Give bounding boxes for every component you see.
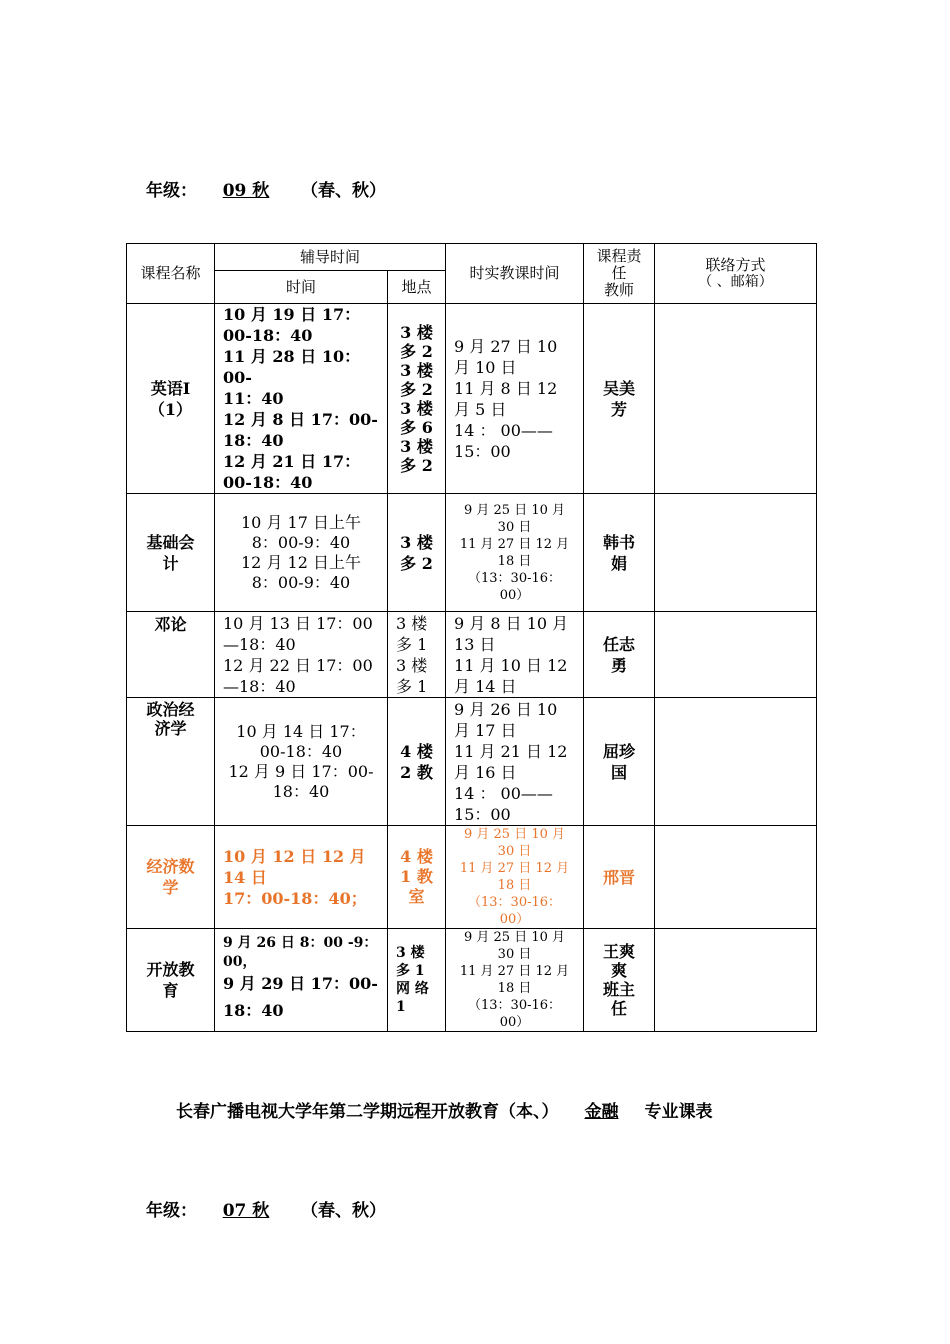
- location-line: 多 2: [400, 553, 433, 573]
- contact-cell: [655, 304, 817, 494]
- grade-note: （春、秋）: [301, 181, 386, 201]
- time-line: 18：40: [223, 1001, 284, 1020]
- actual-line: 30 日: [497, 844, 532, 859]
- location: [388, 698, 446, 826]
- actual-line: 9 月 26 日 10: [454, 699, 558, 719]
- location-line: 多 1: [396, 634, 428, 654]
- actual-line: 月 17 日: [454, 720, 517, 740]
- actual-line: 11 月 10 日 12: [454, 655, 568, 675]
- table-row: [127, 612, 817, 698]
- actual-times: [446, 612, 584, 698]
- location: [388, 304, 446, 494]
- time-line: 00-18：40: [223, 473, 313, 492]
- actual-line: 9 月 25 日 10 月: [464, 827, 566, 842]
- teacher-line: 韩书: [603, 532, 636, 552]
- title-major: 金融: [584, 1102, 619, 1122]
- header-actual-time: 时实教课时间: [446, 244, 584, 304]
- time-line: 8：00-9：40: [251, 532, 351, 552]
- schedule-title: [176, 1097, 713, 1122]
- location-line: 网 络: [396, 981, 429, 997]
- actual-line: 11 月 27 日 12 月: [459, 964, 570, 979]
- course-name-line: 政治经: [146, 700, 195, 719]
- actual-line: 30 日: [497, 947, 532, 962]
- location-line: 3 楼: [400, 436, 433, 456]
- actual-times: [446, 929, 584, 1032]
- teacher-line: 屈珍: [603, 741, 636, 761]
- course-name-line: 经济数: [146, 857, 195, 876]
- location-line: 4 楼: [400, 847, 433, 866]
- tutoring-times: [215, 612, 388, 698]
- table-row: [127, 304, 817, 494]
- teacher-line: 邢晋: [603, 867, 636, 887]
- header-tutoring-time: 辅导时间: [215, 244, 446, 271]
- time-line: 12 月 12 日上午: [241, 552, 361, 572]
- teacher-line: 任: [611, 999, 628, 1018]
- actual-line: 14 ： 00——: [454, 783, 553, 803]
- time-line: 11 月 28 日 10：00-: [223, 347, 361, 387]
- course-name-line: （1）: [148, 399, 193, 419]
- course-name: [127, 304, 215, 494]
- table-row: [127, 929, 817, 1032]
- header-teacher-line: 教师: [604, 281, 635, 299]
- location-line: 2 教: [400, 762, 433, 782]
- actual-times: [446, 494, 584, 612]
- actual-line: 18 日: [497, 553, 532, 569]
- grade-note: （春、秋）: [301, 1201, 386, 1221]
- time-line: 12 月 21 日 17：: [223, 452, 361, 471]
- actual-times: [446, 826, 584, 929]
- tutoring-times: [215, 494, 388, 612]
- course-name: [127, 612, 215, 698]
- header-contact-title: 联络方式: [705, 255, 766, 274]
- location-line: 3 楼: [400, 398, 433, 418]
- location: [388, 612, 446, 698]
- actual-line: 9 月 25 日 10 月: [464, 502, 566, 518]
- course-name-line: 学: [162, 878, 179, 897]
- location-line: 3 楼: [400, 322, 433, 342]
- actual-line: （13：30-16：: [468, 998, 562, 1013]
- contact-cell: [655, 612, 817, 698]
- actual-line: 9 月 8 日 10 月: [454, 613, 569, 633]
- grade-line-bottom: [146, 1196, 386, 1221]
- location-line: 3 楼: [400, 532, 433, 552]
- table-row: [127, 698, 817, 826]
- actual-line: 9 月 27 日 10: [454, 336, 558, 356]
- location-line: 3 楼: [400, 360, 433, 380]
- header-teacher-line: 任: [611, 264, 627, 282]
- time-line: 00-18：40: [259, 741, 343, 761]
- course-name-line: 育: [162, 981, 179, 1000]
- teacher: [584, 826, 655, 929]
- location: [388, 826, 446, 929]
- location-line: 多 2: [400, 455, 433, 475]
- time-line: —18：40: [223, 676, 296, 696]
- contact-cell: [655, 494, 817, 612]
- location-line: 4 楼: [400, 741, 433, 761]
- location: [388, 494, 446, 612]
- header-teacher: [584, 244, 655, 304]
- time-line: 10 月 13 日 17：00: [223, 613, 373, 633]
- location-line: 多 1: [396, 676, 428, 696]
- course-name: [127, 929, 215, 1032]
- tutoring-times: [215, 826, 388, 929]
- actual-line: 11 月 27 日 12 月: [459, 536, 570, 552]
- location-line: 1: [396, 999, 406, 1015]
- time-line: 18：40: [223, 431, 284, 450]
- actual-line: 15：00: [454, 441, 511, 461]
- tutoring-times: [215, 698, 388, 826]
- location-line: 3 楼: [396, 655, 428, 675]
- teacher-line: 娟: [611, 553, 628, 573]
- time-line: 10 月 12 日 12 月: [223, 846, 366, 866]
- course-name: [127, 698, 215, 826]
- actual-line: （13：30-16：: [468, 895, 562, 910]
- course-name-line: 英语Ⅰ: [150, 378, 191, 398]
- course-name: [127, 826, 215, 929]
- grade-line-top: [146, 176, 386, 201]
- contact-cell: [655, 929, 817, 1032]
- actual-line: 月 10 日: [454, 357, 517, 377]
- teacher-line: 芳: [611, 399, 628, 419]
- actual-line: 15：00: [454, 804, 511, 824]
- actual-times: [446, 304, 584, 494]
- contact-cell: [655, 698, 817, 826]
- course-name-line: 济学: [154, 719, 187, 738]
- actual-line: 14 ： 00——: [454, 420, 553, 440]
- actual-line: 18 日: [497, 981, 532, 996]
- header-course-name: 课程名称: [127, 244, 215, 304]
- header-location: 地点: [388, 271, 446, 304]
- tutoring-times: [215, 304, 388, 494]
- time-line: 14 日: [223, 867, 267, 887]
- teacher: [584, 929, 655, 1032]
- actual-line: 00）: [499, 912, 530, 927]
- time-line: 9 月 26 日 8：00 -9：: [223, 935, 378, 951]
- time-line: 11：40: [223, 389, 284, 408]
- time-line: 12 月 8 日 17：00-: [223, 410, 378, 429]
- tutoring-times: [215, 929, 388, 1032]
- title-suffix: 专业课表: [644, 1102, 713, 1122]
- grade-value: 07 秋: [222, 1201, 270, 1221]
- contact-cell: [655, 826, 817, 929]
- header-time: 时间: [215, 271, 388, 304]
- course-name-line: 计: [162, 553, 179, 573]
- grade-label: 年级：: [146, 181, 197, 201]
- course-name-line: 开放教: [146, 960, 195, 979]
- header-teacher-line: 课程责: [596, 247, 642, 265]
- actual-line: 月 5 日: [454, 399, 507, 419]
- time-line: 17：00-18：40；: [223, 888, 367, 908]
- location-line: 3 楼: [396, 613, 428, 633]
- actual-line: 30 日: [497, 519, 532, 535]
- table-row: [127, 494, 817, 612]
- time-line: 00，: [223, 954, 257, 970]
- teacher-line: 王爽: [603, 942, 636, 961]
- location-line: 室: [408, 887, 425, 906]
- location-line: 多 2: [400, 341, 433, 361]
- actual-line: 11 月 21 日 12: [454, 741, 568, 761]
- teacher-line: 爽: [611, 961, 628, 980]
- actual-line: （13：30-16：: [468, 570, 562, 586]
- actual-line: 月 16 日: [454, 762, 517, 782]
- time-line: —18：40: [223, 634, 296, 654]
- teacher-line: 吴美: [603, 378, 636, 398]
- course-name-line: 基础会: [146, 532, 195, 552]
- actual-line: 11 月 8 日 12: [454, 378, 558, 398]
- actual-line: 月 14 日: [454, 676, 517, 696]
- time-line: 12 月 22 日 17：00: [223, 655, 373, 675]
- actual-line: 13 日: [454, 634, 496, 654]
- header-contact-sub: （ 、邮箱）: [698, 273, 773, 290]
- table-row: [127, 826, 817, 929]
- grade-label: 年级：: [146, 1201, 197, 1221]
- course-name: [127, 494, 215, 612]
- teacher: [584, 304, 655, 494]
- location: [388, 929, 446, 1032]
- location-line: 1 教: [400, 867, 433, 886]
- time-line: 18：40: [272, 781, 330, 801]
- time-line: 8：00-9：40: [251, 572, 351, 592]
- actual-line: 00）: [499, 587, 530, 603]
- title-prefix: 长春广播电视大学年第二学期远程开放教育（本、）: [176, 1102, 559, 1122]
- actual-line: 00）: [499, 1015, 530, 1030]
- course-name-line: 邓论: [154, 615, 187, 634]
- actual-line: 18 日: [497, 878, 532, 893]
- location-line: 多 2: [400, 379, 433, 399]
- time-line: 10 月 17 日上午: [241, 512, 361, 532]
- time-line: 00-18：40: [223, 326, 313, 345]
- location-line: 多 1: [396, 963, 425, 979]
- actual-line: 11 月 27 日 12 月: [459, 861, 570, 876]
- course-schedule-table: [126, 243, 817, 1032]
- actual-line: 9 月 25 日 10 月: [464, 930, 566, 945]
- grade-value: 09 秋: [222, 181, 270, 201]
- teacher-line: 勇: [611, 655, 628, 675]
- teacher-line: 国: [611, 762, 628, 782]
- time-line: 9 月 29 日 17：00-: [223, 974, 378, 993]
- teacher-line: 班主: [603, 980, 636, 999]
- time-line: 10 月 14 日 17：: [236, 721, 366, 741]
- teacher: [584, 698, 655, 826]
- teacher: [584, 494, 655, 612]
- time-line: 12 月 9 日 17：00-: [228, 761, 374, 781]
- teacher: [584, 612, 655, 698]
- location-line: 3 楼: [396, 945, 425, 961]
- header-contact: [655, 244, 817, 304]
- teacher-line: 任志: [603, 634, 636, 654]
- actual-times: [446, 698, 584, 826]
- time-line: 10 月 19 日 17：: [223, 305, 361, 324]
- location-line: 多 6: [400, 417, 433, 437]
